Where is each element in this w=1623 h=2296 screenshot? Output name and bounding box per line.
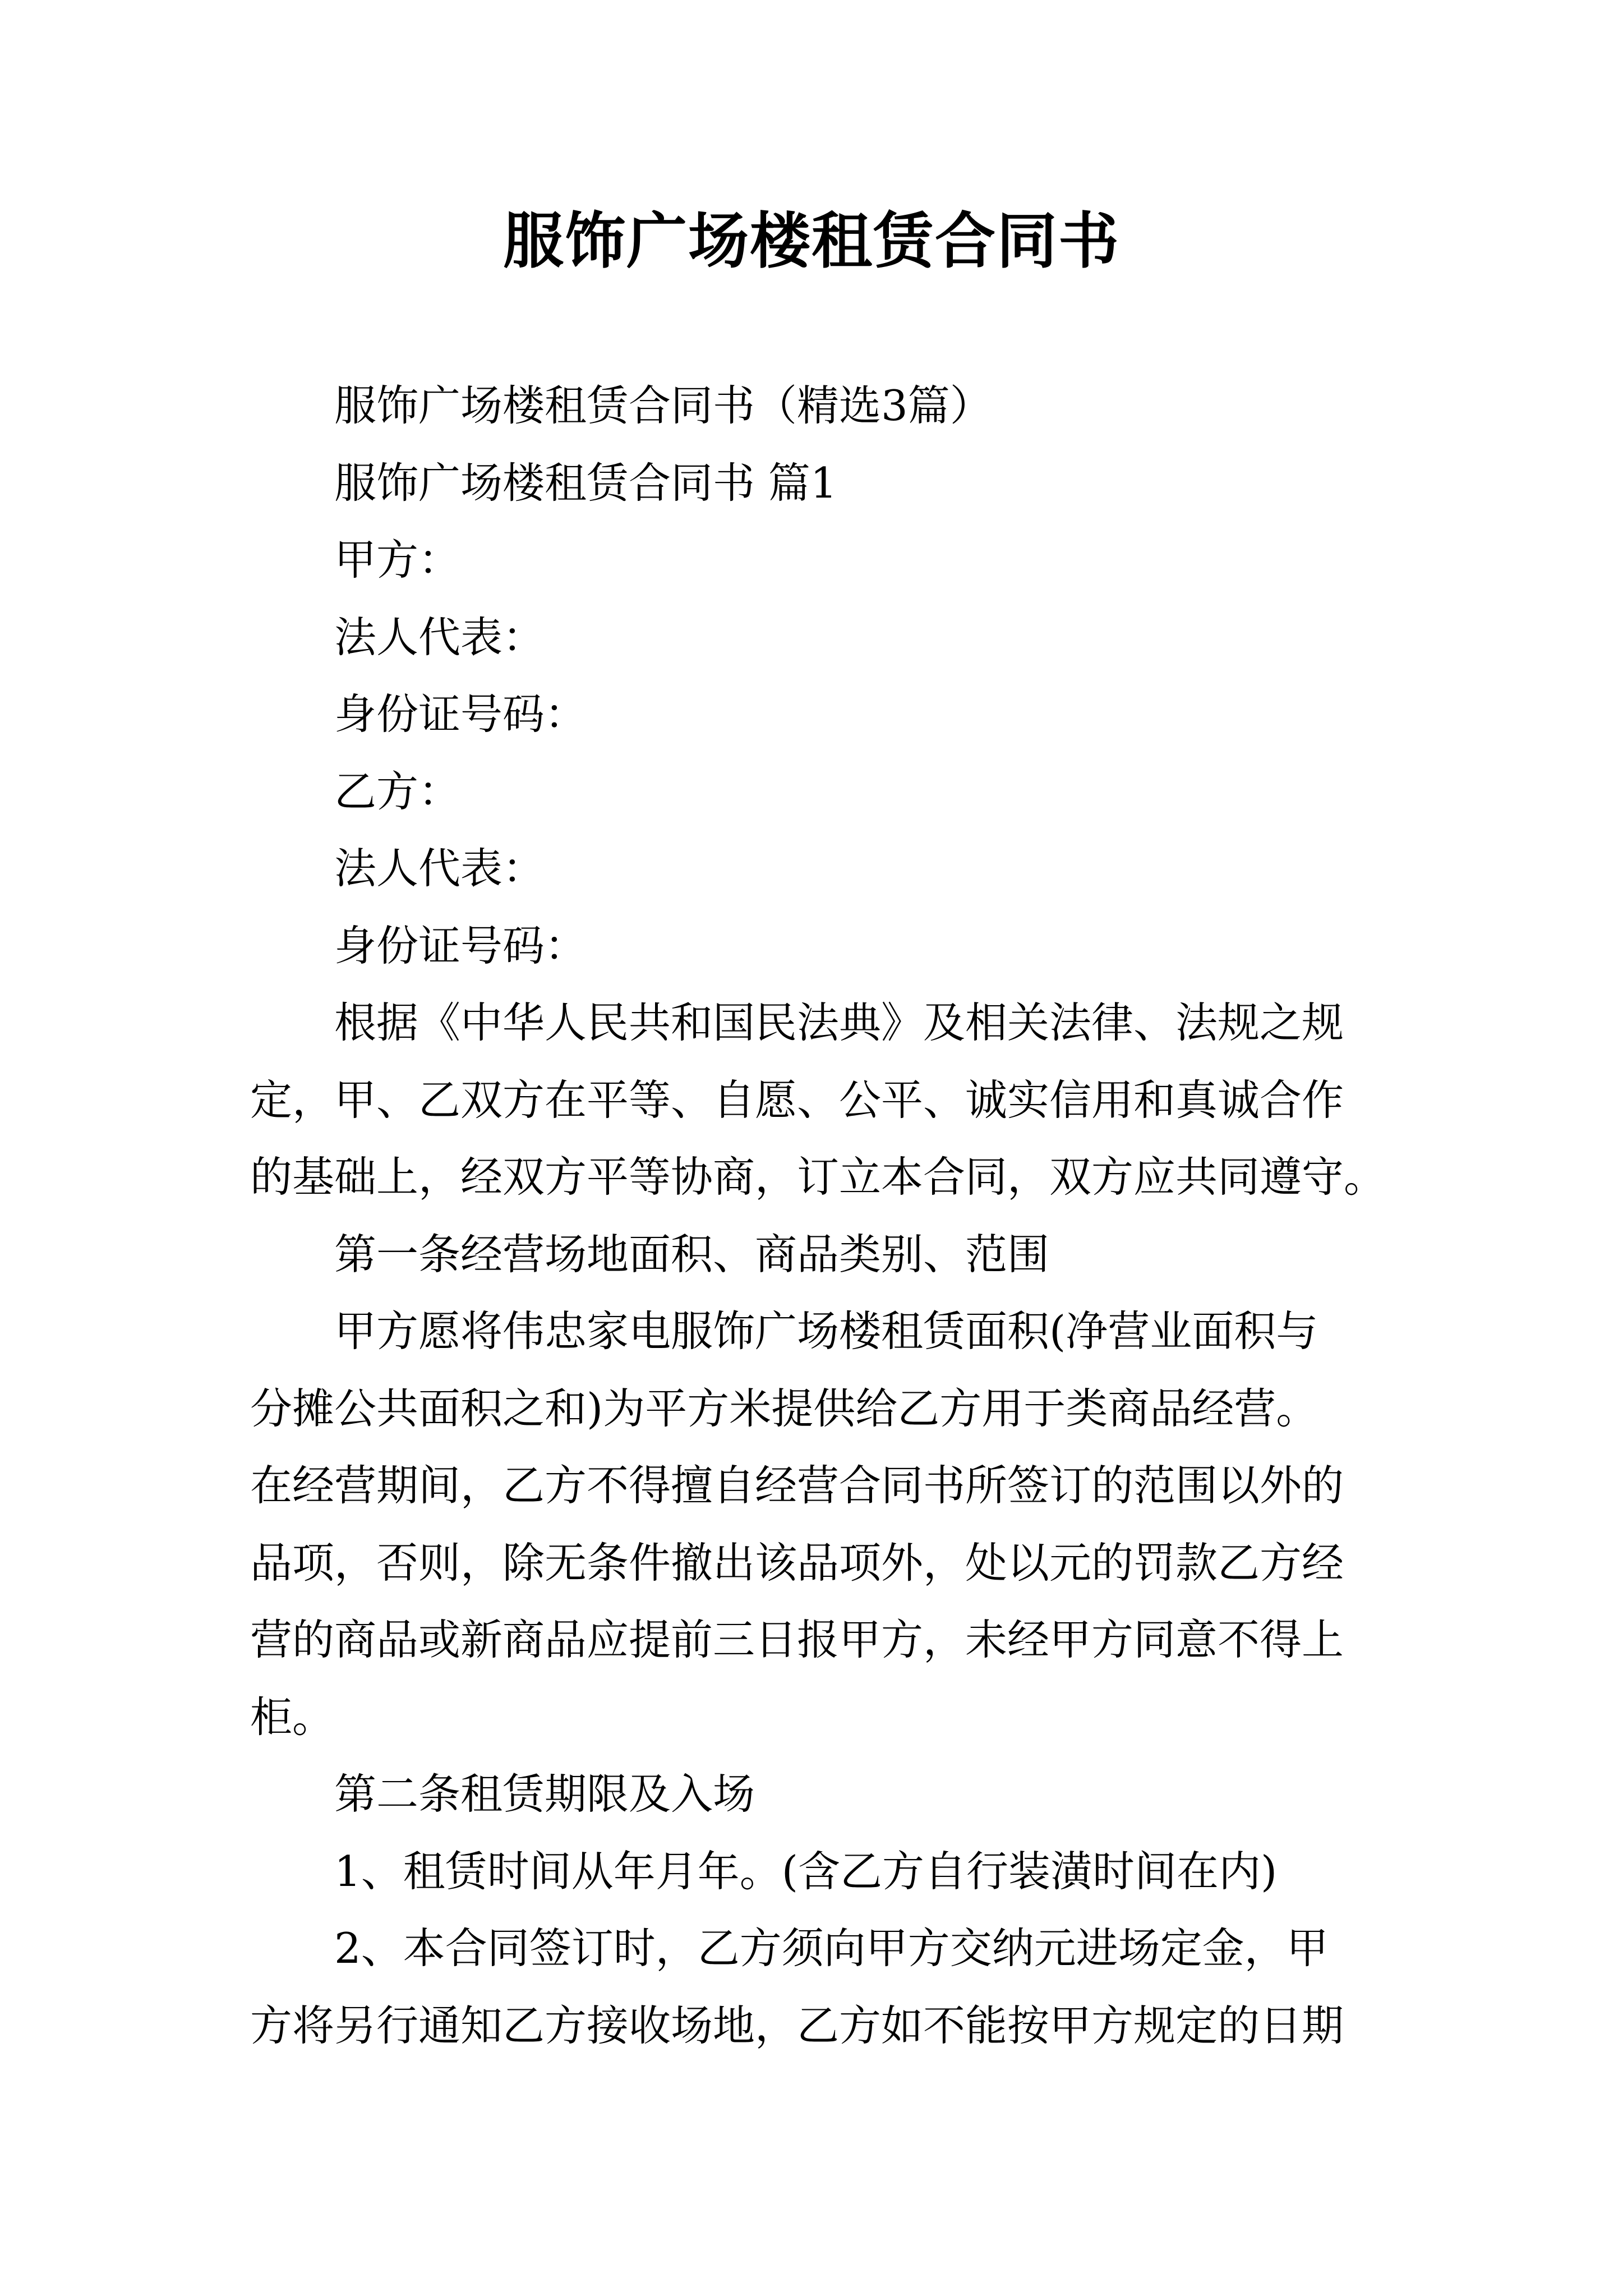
document-line: 甲方愿将伟忠家电服饰广场楼租赁面积(净营业面积与 <box>334 1306 1318 1356</box>
document-line: 第二条租赁期限及入场 <box>334 1769 755 1819</box>
document-line: 1、租赁时间从年月年。(含乙方自行装潢时间在内) <box>334 1846 1278 1896</box>
document-line: 2、本合同签订时，乙方须向甲方交纳元进场定金，甲 <box>334 1924 1329 1973</box>
document-line: 品项，否则，除无条件撤出该品项外，处以元的罚款乙方经 <box>250 1538 1344 1588</box>
document-line: 分摊公共面积之和)为平方米提供给乙方用于类商品经营。 <box>250 1383 1318 1433</box>
document-line: 乙方： <box>334 766 461 816</box>
document-line: 法人代表： <box>334 612 545 662</box>
document-body <box>250 367 1389 2064</box>
document-line: 身份证号码： <box>334 921 587 970</box>
document-line: 在经营期间，乙方不得擅自经营合同书所签订的范围以外的 <box>250 1461 1344 1510</box>
document-line: 服饰广场楼租赁合同书（精选3篇） <box>334 381 992 430</box>
document-line: 法人代表： <box>334 844 545 893</box>
document-line: 柜。 <box>250 1692 335 1742</box>
document-line: 服饰广场楼租赁合同书 篇1 <box>334 458 837 508</box>
document-line: 营的商品或新商品应提前三日报甲方，未经甲方同意不得上 <box>250 1615 1344 1664</box>
document-line: 定，甲、乙双方在平等、自愿、公平、诚实信用和真诚合作 <box>250 1075 1344 1125</box>
document-line: 甲方： <box>334 535 461 585</box>
document-line: 第一条经营场地面积、商品类别、范围 <box>334 1229 1050 1279</box>
document-line: 方将另行通知乙方接收场地，乙方如不能按甲方规定的日期 <box>250 2000 1344 2050</box>
document-line: 根据《中华人民共和国民法典》及相关法律、法规之规 <box>334 998 1344 1047</box>
document-line: 的基础上，经双方平等协商，订立本合同，双方应共同遵守。 <box>250 1152 1386 1202</box>
document-line: 身份证号码： <box>334 689 587 739</box>
document-title: 服饰广场楼租赁合同书 <box>502 206 1120 277</box>
